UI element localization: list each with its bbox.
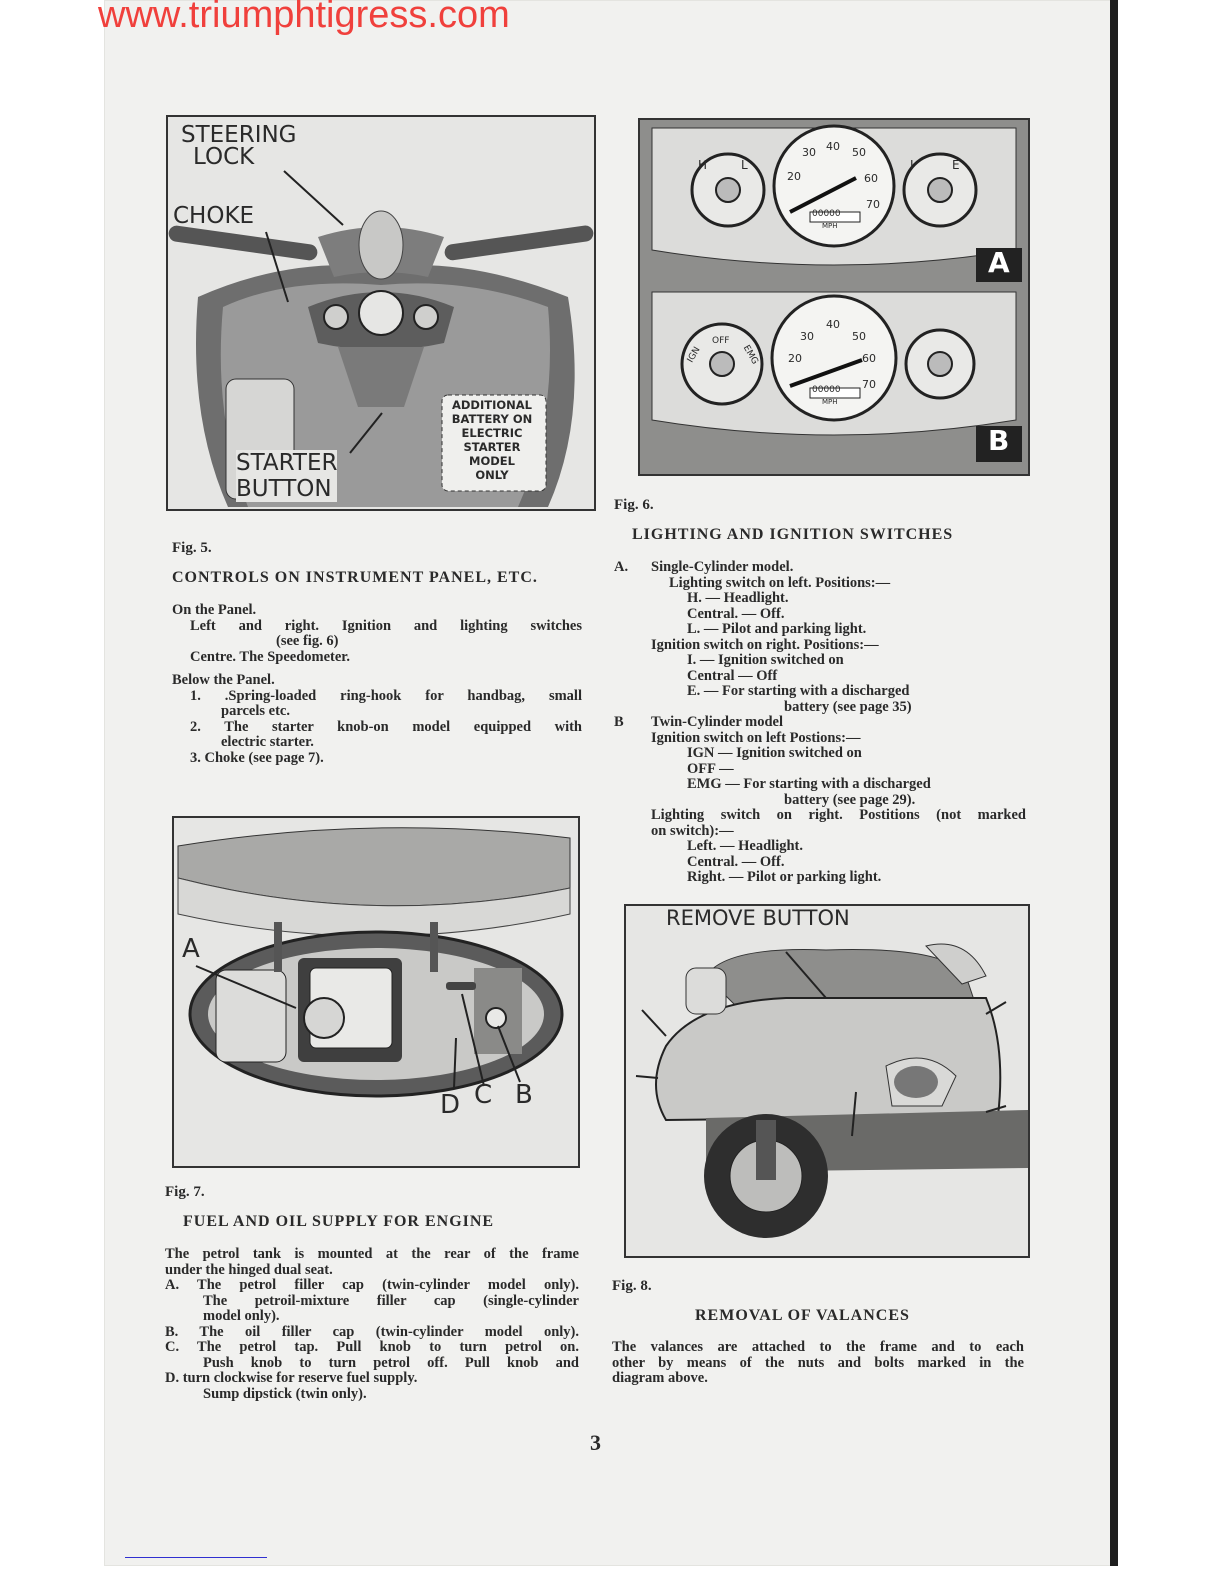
fig6-panel-b-letter: B bbox=[988, 424, 1010, 457]
switch-a-h: H bbox=[698, 158, 708, 172]
fig5-caption: Fig. 5. bbox=[172, 540, 212, 556]
dial-b-unit: MPH bbox=[822, 398, 838, 406]
switch-a-l: L bbox=[741, 158, 748, 172]
switch-b-off: OFF bbox=[712, 336, 730, 346]
fig5-text: On the Panel. Left and right. Ignition and lighting switches (see fig. 6) Centre. The Speedometer. Below the Panel. 1. .Spring-loaded ring-hook for handbag, small parcels etc. 2. The starter knob-on model equipped with electric starter. 3. Choke (see page 7). bbox=[172, 602, 582, 766]
switch-a-i: I bbox=[910, 158, 914, 172]
dial-a-odometer: 00000 bbox=[812, 209, 841, 219]
footnote-link-line bbox=[125, 1557, 267, 1558]
fig6-illustration bbox=[638, 118, 1030, 476]
dial-b-20: 20 bbox=[788, 352, 802, 365]
dial-b-40: 40 bbox=[826, 318, 840, 331]
switch-b-emg: EMG bbox=[740, 343, 760, 367]
dial-a-60: 60 bbox=[864, 172, 878, 185]
fig7-heading: FUEL AND OIL SUPPLY FOR ENGINE bbox=[183, 1213, 495, 1230]
label-choke: CHOKE bbox=[173, 203, 255, 229]
dial-b-odometer: 00000 bbox=[812, 385, 841, 395]
fig6-heading: LIGHTING AND IGNITION SWITCHES bbox=[632, 526, 954, 543]
fig8-remove-button-label: REMOVE BUTTON bbox=[666, 906, 850, 930]
label-lock: LOCK bbox=[193, 144, 255, 170]
dial-a-20: 20 bbox=[787, 170, 801, 183]
fig6-caption: Fig. 6. bbox=[614, 497, 654, 513]
dial-a-40: 40 bbox=[826, 140, 840, 153]
dial-a-30: 30 bbox=[802, 146, 816, 159]
switch-b-ign: IGN bbox=[685, 345, 703, 365]
switch-a-e: E bbox=[952, 158, 960, 172]
fig8-illustration bbox=[624, 904, 1030, 1258]
watermark-link[interactable]: www.triumphtigress.com bbox=[98, 0, 510, 36]
dial-b-50: 50 bbox=[852, 330, 866, 343]
dial-a-70: 70 bbox=[866, 198, 880, 211]
label-button: BUTTON bbox=[236, 476, 332, 502]
fig6-panel-a-letter: A bbox=[988, 246, 1010, 279]
fig6-text: A. Single-Cylinder model. Lighting switch on left. Positions:— H. — Headlight. Central. — Off. L. — Pilot and parking light. Ignition switch on right. Positions:— I. — Ignition switched on Central — Off E. — For starting with a discharged battery (see page 35) B Twin-Cylinder model Ignition switch on left Postions:— IGN — Ignition switched on OFF — EMG — For starting with a discharged battery (see page 29). Lighting switch on right. Postitions (not marked on switch):— Left. — Headlight. Central. — Off. Right. — Pilot or parking light. bbox=[614, 559, 1026, 885]
fig7-caption: Fig. 7. bbox=[165, 1184, 205, 1200]
fig7-text: The petrol tank is mounted at the rear of the frame under the hinged dual seat. A. The petrol filler cap (twin-cylinder model only). The petroil-mixture filler cap (single-cylinder model only). B. The oil filler cap (twin-cylinder model only). C. The petrol tap. Pull knob to turn petrol on. Push knob to turn petrol off. Pull knob and D. turn clockwise for reserve fuel supply. Sump dipstick (twin only). bbox=[165, 1246, 579, 1402]
dial-a-unit: MPH bbox=[822, 222, 838, 230]
page-number: 3 bbox=[590, 1430, 601, 1455]
label-steering: STEERING bbox=[181, 122, 297, 148]
fig7-illustration bbox=[172, 816, 580, 1168]
fig8-heading: REMOVAL OF VALANCES bbox=[695, 1307, 910, 1324]
dial-b-70: 70 bbox=[862, 378, 876, 391]
scan-edge bbox=[1110, 0, 1118, 1566]
dial-a-50: 50 bbox=[852, 146, 866, 159]
fig8-text: The valances are attached to the frame and to each other by means of the nuts and bolts marked in the diagram above. bbox=[612, 1339, 1024, 1386]
fig7-label-c: C bbox=[474, 1080, 493, 1110]
label-additional-battery: ADDITIONAL BATTERY ON ELECTRIC STARTER MODEL ONLY bbox=[451, 398, 533, 482]
fig5-heading: CONTROLS ON INSTRUMENT PANEL, ETC. bbox=[172, 569, 538, 586]
fig8-caption: Fig. 8. bbox=[612, 1278, 652, 1294]
dial-b-60: 60 bbox=[862, 352, 876, 365]
fig7-label-b: B bbox=[515, 1080, 533, 1110]
fig7-label-a: A bbox=[182, 934, 200, 964]
fig7-label-d: D bbox=[440, 1090, 461, 1120]
dial-b-30: 30 bbox=[800, 330, 814, 343]
label-starter: STARTER bbox=[236, 450, 338, 476]
